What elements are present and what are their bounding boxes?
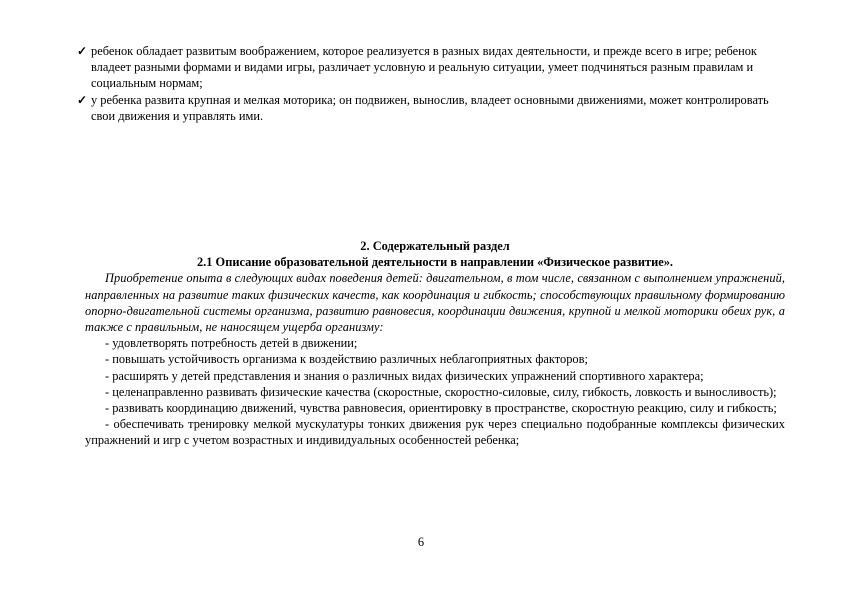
- section-subtitle: 2.1 Описание образовательной деятельности в направлении «Физическое развитие».: [196, 255, 674, 270]
- checkmark-icon: ✓: [77, 92, 88, 107]
- intro-paragraph: Приобретение опыта в следующих видах поведения детей: двигательном, в том числе, связанном с выполнением упражнений, направленных на развитие таких физических качеств, как координация и гибкость; способствующих правильному формированию опорно-двигательной системы организма, развитию равновесия, координации движения, крупной и мелкой моторики обеих рук, а также с правильным, не наносящем ущерба организму:: [85, 271, 785, 335]
- content-section: [85, 238, 785, 449]
- bullet-item: [77, 43, 777, 92]
- task-list: [85, 335, 785, 448]
- task-item: - целенаправленно развивать физические качества (скоростные, скоростно-силовые, силу, гибкость, ловкость и выносливость);: [105, 384, 777, 399]
- bullet-item: [77, 92, 777, 124]
- task-item: - расширять у детей представления и знания о различных видах физических упражнений спортивного характера;: [105, 368, 704, 383]
- task-item: - развивать координацию движений, чувства равновесия, ориентировку в пространстве, скоростную реакцию, силу и гибкость;: [105, 401, 777, 416]
- task-item: - удовлетворять потребность детей в движении;: [105, 336, 358, 351]
- bullet-text: ребенок обладает развитым воображением, которое реализуется в разных видах деятельности, и прежде всего в игре; ребенок владеет разными формами и видами игры, различает условную и реальную ситуации, умеет подчиняться разным правилам и социальным нормам;: [91, 44, 757, 91]
- task-item: - повышать устойчивость организма к воздействию различных неблагоприятных факторов;: [105, 352, 588, 367]
- bullet-text: у ребенка развита крупная и мелкая моторика; он подвижен, вынослив, владеет основными движениями, может контролировать свои движения и управлять ими.: [91, 92, 769, 123]
- task-item: - обеспечивать тренировку мелкой мускулатуры тонких движения рук через специально подобранные комплексы физических упражнений и игр с учетом возрастных и индивидуальных особенностей ребенка;: [85, 417, 785, 448]
- page-number: 6: [417, 535, 425, 549]
- section-title: 2. Содержательный раздел: [360, 239, 510, 253]
- checkmark-icon: ✓: [77, 44, 88, 58]
- bullet-list: [77, 43, 777, 124]
